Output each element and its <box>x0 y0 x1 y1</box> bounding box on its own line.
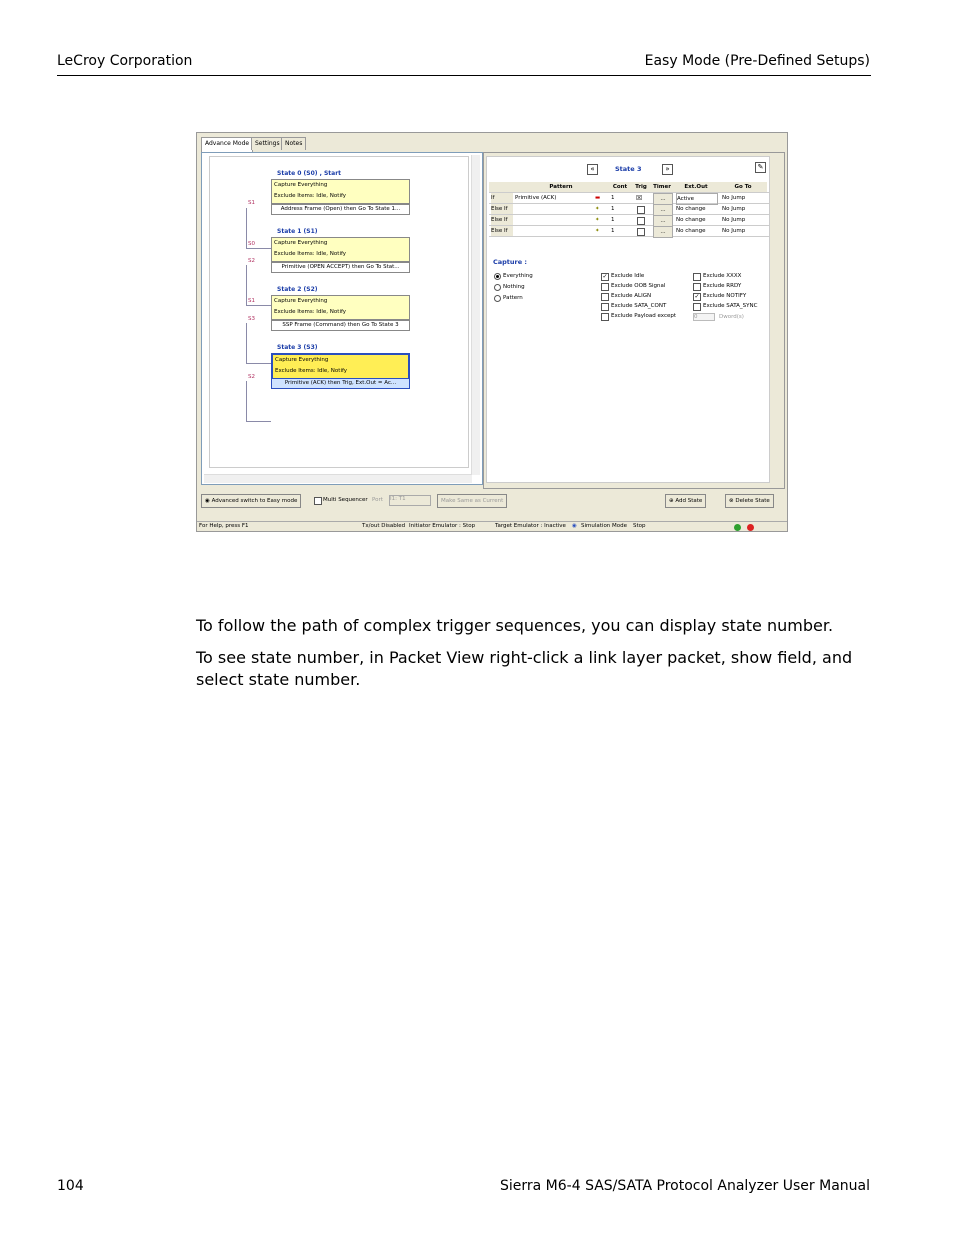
next-state-button[interactable]: » <box>662 164 673 175</box>
connector-wire <box>246 248 271 249</box>
grid-header-row <box>489 182 770 193</box>
exclude-label: Exclude SATA_CONT <box>611 303 667 309</box>
grid-extout-select[interactable]: Active <box>676 193 718 205</box>
grid-trig-checkbox[interactable] <box>637 217 645 225</box>
grid-row <box>489 215 770 226</box>
grid-trig-checkbox[interactable]: ☒ <box>636 194 643 202</box>
exclude-sata-sync-checkbox[interactable] <box>693 303 701 311</box>
state-link-label: S3 <box>248 316 255 322</box>
grid-pattern[interactable]: Primitive (ACK) <box>515 195 557 201</box>
grid-cont[interactable]: 1 <box>611 217 615 223</box>
state-box[interactable] <box>271 295 410 320</box>
state-box[interactable] <box>271 179 410 204</box>
state-transition[interactable]: Primitive (ACK) then Trig, Ext.Out = Ac... <box>271 378 410 389</box>
connector-wire <box>246 305 271 306</box>
state-capture-text: Capture Everything <box>274 182 328 188</box>
switch-easy-mode-label: Advanced switch to Easy mode <box>211 498 298 504</box>
exclude-align-checkbox[interactable] <box>601 293 609 301</box>
grid-cond: Else If <box>491 204 513 214</box>
status-bar <box>197 521 787 532</box>
grid-cont[interactable]: 1 <box>611 206 615 212</box>
exclude-label: Exclude OOB Signal <box>611 283 666 289</box>
vertical-scrollbar[interactable] <box>471 155 480 475</box>
exclude-xxxx-checkbox[interactable] <box>693 273 701 281</box>
exclude-notify-checkbox[interactable]: ✓ <box>694 293 700 300</box>
exclude-label: Exclude Idle <box>611 273 645 279</box>
grid-extout-select[interactable]: No change <box>676 206 706 212</box>
status-ok-icon <box>734 524 741 531</box>
capture-section-label: Capture : <box>493 258 528 266</box>
multi-sequencer-label: Multi Sequencer <box>323 497 368 503</box>
trigger-sequence-screenshot <box>196 132 788 532</box>
grid-header-cont: Cont <box>609 182 631 192</box>
grid-cond: If <box>491 193 513 203</box>
header-rule <box>57 75 871 76</box>
grid-goto-select[interactable]: No Jump <box>722 206 746 212</box>
tab-notes[interactable]: Notes <box>281 137 306 150</box>
state-editor-pane <box>483 152 785 489</box>
exclude-label: Exclude RRDY <box>703 283 742 289</box>
grid-cont[interactable]: 1 <box>611 228 615 234</box>
grid-cond: Else If <box>491 226 513 236</box>
exclude-label: Exclude Payload except <box>611 313 676 319</box>
pattern-edit-icon[interactable]: ✦ <box>595 217 600 223</box>
exclude-label: Exclude SATA_SYNC <box>703 303 758 309</box>
header-company: LeCroy Corporation <box>57 53 193 69</box>
grid-cond: Else If <box>491 215 513 225</box>
grid-header-pattern: Pattern <box>513 182 609 192</box>
status-error-icon <box>747 524 754 531</box>
exclude-label: Exclude ALIGN <box>611 293 652 299</box>
current-state-label: State 3 <box>615 165 642 173</box>
grid-timer-button[interactable]: ... <box>653 204 673 216</box>
add-state-icon: ⊕ <box>669 498 676 504</box>
capture-pattern-radio[interactable] <box>494 295 501 302</box>
tab-settings[interactable]: Settings <box>251 137 284 150</box>
port-label: Port <box>372 497 383 503</box>
add-state-button[interactable] <box>665 494 706 508</box>
capture-everything-radio[interactable] <box>494 273 501 280</box>
grid-timer-button[interactable]: ... <box>653 215 673 227</box>
capture-option-label: Nothing <box>503 284 525 290</box>
exclude-rrdy-checkbox[interactable] <box>693 283 701 291</box>
make-same-button[interactable]: Make Same as Current <box>437 494 507 508</box>
state-exclude-text: Exclude Items: Idle, Notify <box>274 251 347 257</box>
tab-advance-mode[interactable]: Advance Mode <box>201 137 253 152</box>
connector-wire <box>246 363 271 364</box>
header-section: Easy Mode (Pre-Defined Setups) <box>644 53 870 69</box>
state-title: State 3 (S3) <box>277 344 318 351</box>
state-capture-text: Capture Everything <box>274 240 328 246</box>
capture-option-label: Everything <box>503 273 533 279</box>
status-target: Target Emulator : Inactive <box>495 523 566 529</box>
body-paragraph-1: To follow the path of complex trigger sequences, you can display state number. <box>196 616 834 635</box>
grid-row <box>489 226 770 237</box>
status-sim-icon: ◉ <box>572 523 577 529</box>
delete-state-button[interactable] <box>725 494 774 508</box>
grid-header-trig: Trig <box>631 182 651 192</box>
grid-goto-select[interactable]: No Jump <box>722 228 746 234</box>
grid-cont[interactable]: 1 <box>611 195 615 201</box>
exclude-sata-cont-checkbox[interactable] <box>601 303 609 311</box>
state-link-label: S2 <box>248 258 255 264</box>
state-transition[interactable]: Address Frame (Open) then Go To State 1... <box>271 204 410 215</box>
payload-unit-label: Dword(s) <box>719 314 744 320</box>
grid-row <box>489 204 770 215</box>
status-initiator: Initiator Emulator : Stop <box>409 523 476 529</box>
state-capture-text: Capture Everything <box>274 298 328 304</box>
exclude-payload-checkbox[interactable] <box>601 313 609 321</box>
grid-header-cond <box>489 182 513 192</box>
grid-extout-select[interactable]: No change <box>676 228 706 234</box>
grid-header-extout: Ext.Out <box>673 182 719 192</box>
state-title: State 1 (S1) <box>277 228 318 235</box>
pattern-clear-icon[interactable]: ▬ <box>595 195 601 201</box>
exclude-idle-checkbox[interactable]: ✓ <box>602 273 608 280</box>
state-editor-panel <box>486 156 770 483</box>
grid-goto-select[interactable]: No Jump <box>722 195 746 201</box>
capture-option-label: Pattern <box>503 295 523 301</box>
grid-extout-select[interactable]: No change <box>676 217 706 223</box>
grid-pattern[interactable] <box>515 226 593 236</box>
connector-wire <box>246 265 247 305</box>
grid-pattern[interactable] <box>515 215 593 225</box>
state-link-label: S1 <box>248 200 255 206</box>
footer-page-number: 104 <box>57 1178 84 1194</box>
pattern-edit-icon[interactable]: ✦ <box>595 228 600 234</box>
state-exclude-text: Exclude Items: Idle, Notify <box>274 309 347 315</box>
delete-state-label: Delete State <box>735 498 770 504</box>
exclude-label: Exclude XXXX <box>703 273 742 279</box>
capture-nothing-radio[interactable] <box>494 284 501 291</box>
switch-easy-mode-button[interactable] <box>201 494 301 508</box>
edit-icon[interactable]: ✎ <box>755 162 766 173</box>
delete-state-icon: ⊗ <box>729 498 736 504</box>
grid-timer-button[interactable]: ... <box>653 226 673 238</box>
grid-trig-checkbox[interactable] <box>637 228 645 236</box>
grid-row <box>489 193 770 204</box>
grid-header-timer: Timer <box>651 182 673 192</box>
state-link-label: S0 <box>248 241 255 247</box>
multi-sequencer-checkbox[interactable] <box>314 497 322 505</box>
horizontal-scrollbar[interactable] <box>204 474 472 483</box>
exclude-label: Exclude NOTIFY <box>703 293 747 299</box>
state-link-label: S2 <box>248 374 255 380</box>
status-help: For Help, press F1 <box>199 523 249 529</box>
state-exclude-text: Exclude Items: Idle, Notify <box>275 368 348 374</box>
grid-header-goto: Go To <box>719 182 767 192</box>
connector-wire <box>246 381 247 421</box>
grid-goto-select[interactable]: No Jump <box>722 217 746 223</box>
state-title: State 2 (S2) <box>277 286 318 293</box>
status-txrx: Tx/out Disabled <box>362 523 406 529</box>
grid-pattern[interactable] <box>515 204 593 214</box>
connector-wire <box>246 323 247 363</box>
state-box[interactable] <box>271 237 410 262</box>
body-paragraph-2: To see state number, in Packet View right-click a link layer packet, show field, and select state number. <box>196 648 853 689</box>
port-select[interactable]: I1: T1 <box>389 495 431 506</box>
state-title: State 0 (S0) , Start <box>277 170 342 177</box>
current-state-box[interactable] <box>271 353 410 380</box>
pattern-edit-icon[interactable]: ✦ <box>595 206 600 212</box>
grid-timer-button[interactable]: ... <box>653 193 673 205</box>
status-sim: Simulation Mode <box>581 523 628 529</box>
connector-wire <box>246 421 271 422</box>
state-link-label: S1 <box>248 298 255 304</box>
payload-dword-input[interactable]: 0 <box>693 313 715 321</box>
add-state-label: Add State <box>675 498 703 504</box>
footer-manual-title: Sierra M6-4 SAS/SATA Protocol Analyzer User Manual <box>499 1178 870 1194</box>
state-transition[interactable]: Primitive (OPEN ACCEPT) then Go To Stat... <box>271 262 410 273</box>
prev-state-button[interactable]: « <box>587 164 598 175</box>
switch-icon: ◉ <box>205 498 212 504</box>
state-transition[interactable]: SSP Frame (Command) then Go To State 3 <box>271 320 410 331</box>
state-exclude-text: Exclude Items: Idle, Notify <box>274 193 347 199</box>
bottom-toolbar <box>201 491 783 509</box>
exclude-oob-checkbox[interactable] <box>601 283 609 291</box>
state-diagram-pane <box>201 152 483 485</box>
status-stop: Stop <box>633 523 646 529</box>
connector-wire <box>246 208 247 248</box>
grid-trig-checkbox[interactable] <box>637 206 645 214</box>
state-capture-text: Capture Everything <box>275 357 329 363</box>
